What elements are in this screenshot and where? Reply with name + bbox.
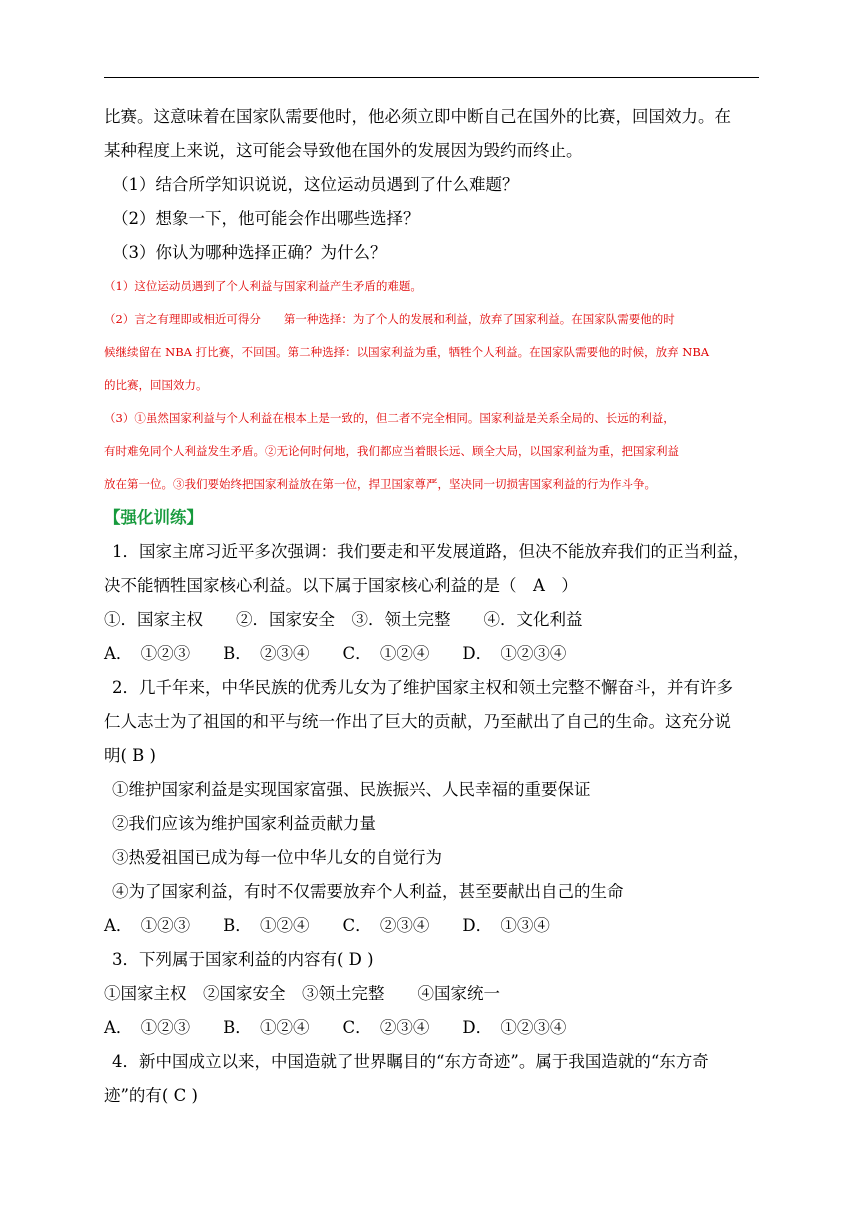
q2-line-1: 2．几千年来，中华民族的优秀儿女为了维护国家主权和领土完整不懈奋斗，并有许多 bbox=[112, 678, 733, 697]
document-body bbox=[104, 100, 760, 1113]
q3-options: A． ①②③ B． ①②④ C． ②③④ D． ①②③④ bbox=[104, 1018, 567, 1037]
q1-options: A． ①②③ B． ②③④ C． ①②④ D． ①②③④ bbox=[104, 644, 567, 663]
q4-line-2: 迹”的有( C ) bbox=[104, 1086, 198, 1105]
q4-line-1: 4．新中国成立以来，中国造就了世界瞩目的“东方奇迹”。属于我国造就的“东方奇 bbox=[112, 1052, 709, 1071]
answer-3-line-1: （3）①虽然国家利益与个人利益在根本上是一致的，但二者不完全相同。国家利益是关系全局的、长远的利益， bbox=[104, 411, 675, 425]
q2-statement-2: ②我们应该为维护国家利益贡献力量 bbox=[112, 814, 376, 833]
q2-statement-1: ①维护国家利益是实现国家富强、民族振兴、人民幸福的重要保证 bbox=[112, 780, 591, 799]
header-rule bbox=[104, 77, 759, 78]
question-3: （3）你认为哪种选择正确？为什么？ bbox=[112, 243, 387, 262]
answer-2-line-1: （2）言之有理即或相近可得分 第一种选择：为了个人的发展和利益，放弃了国家利益。在国家队需要他的时 bbox=[104, 312, 675, 326]
answer-3-line-2: 有时难免同个人利益发生矛盾。②无论何时何地，我们都应当着眼长远、顾全大局，以国家利益为重，把国家利益 bbox=[104, 444, 679, 458]
q1-line-1: 1．国家主席习近平多次强调：我们要走和平发展道路，但决不能放弃我们的正当利益， bbox=[112, 542, 750, 561]
answer-3-line-3: 放在第一位。③我们要始终把国家利益放在第一位，捍卫国家尊严，坚决同一切损害国家利益的行为作斗争。 bbox=[104, 477, 656, 491]
q3-items: ①国家主权 ②国家安全 ③领土完整 ④国家统一 bbox=[104, 984, 500, 1003]
intro-line-1: 比赛。这意味着在国家队需要他时，他必须立即中断自己在国外的比赛，回国效力。在 bbox=[104, 107, 731, 126]
answer-2-line-2: 候继续留在 NBA 打比赛，不回国。第二种选择：以国家利益为重，牺牲个人利益。在国家队需要他的时候，放弃 NBA bbox=[104, 345, 710, 359]
answer-2-line-3: 的比赛，回国效力。 bbox=[104, 378, 208, 392]
q2-line-2: 仁人志士为了祖国的和平与统一作出了巨大的贡献，乃至献出了自己的生命。这充分说 bbox=[104, 712, 731, 731]
q1-items: ①．国家主权 ②．国家安全 ③．领土完整 ④．文化利益 bbox=[104, 610, 583, 629]
section-title: 【强化训练】 bbox=[104, 508, 203, 527]
q2-statement-3: ③热爱祖国已成为每一位中华儿女的自觉行为 bbox=[112, 848, 442, 867]
q2-line-3: 明( B ) bbox=[104, 746, 156, 765]
q3-line-1: 3．下列属于国家利益的内容有( D ) bbox=[112, 950, 374, 969]
q2-options: A． ①②③ B． ①②④ C． ②③④ D． ①③④ bbox=[104, 916, 550, 935]
intro-line-2: 某种程度上来说，这可能会导致他在国外的发展因为毁约而终止。 bbox=[104, 141, 583, 160]
q1-line-2: 决不能牺牲国家核心利益。以下属于国家核心利益的是（ A ） bbox=[104, 576, 578, 595]
answer-1: （1）这位运动员遇到了个人利益与国家利益产生矛盾的难题。 bbox=[104, 279, 422, 293]
question-2: （2）想象一下，他可能会作出哪些选择？ bbox=[112, 209, 420, 228]
q2-statement-4: ④为了国家利益，有时不仅需要放弃个人利益，甚至要献出自己的生命 bbox=[112, 882, 624, 901]
question-1: （1）结合所学知识说说，这位运动员遇到了什么难题？ bbox=[112, 175, 519, 194]
